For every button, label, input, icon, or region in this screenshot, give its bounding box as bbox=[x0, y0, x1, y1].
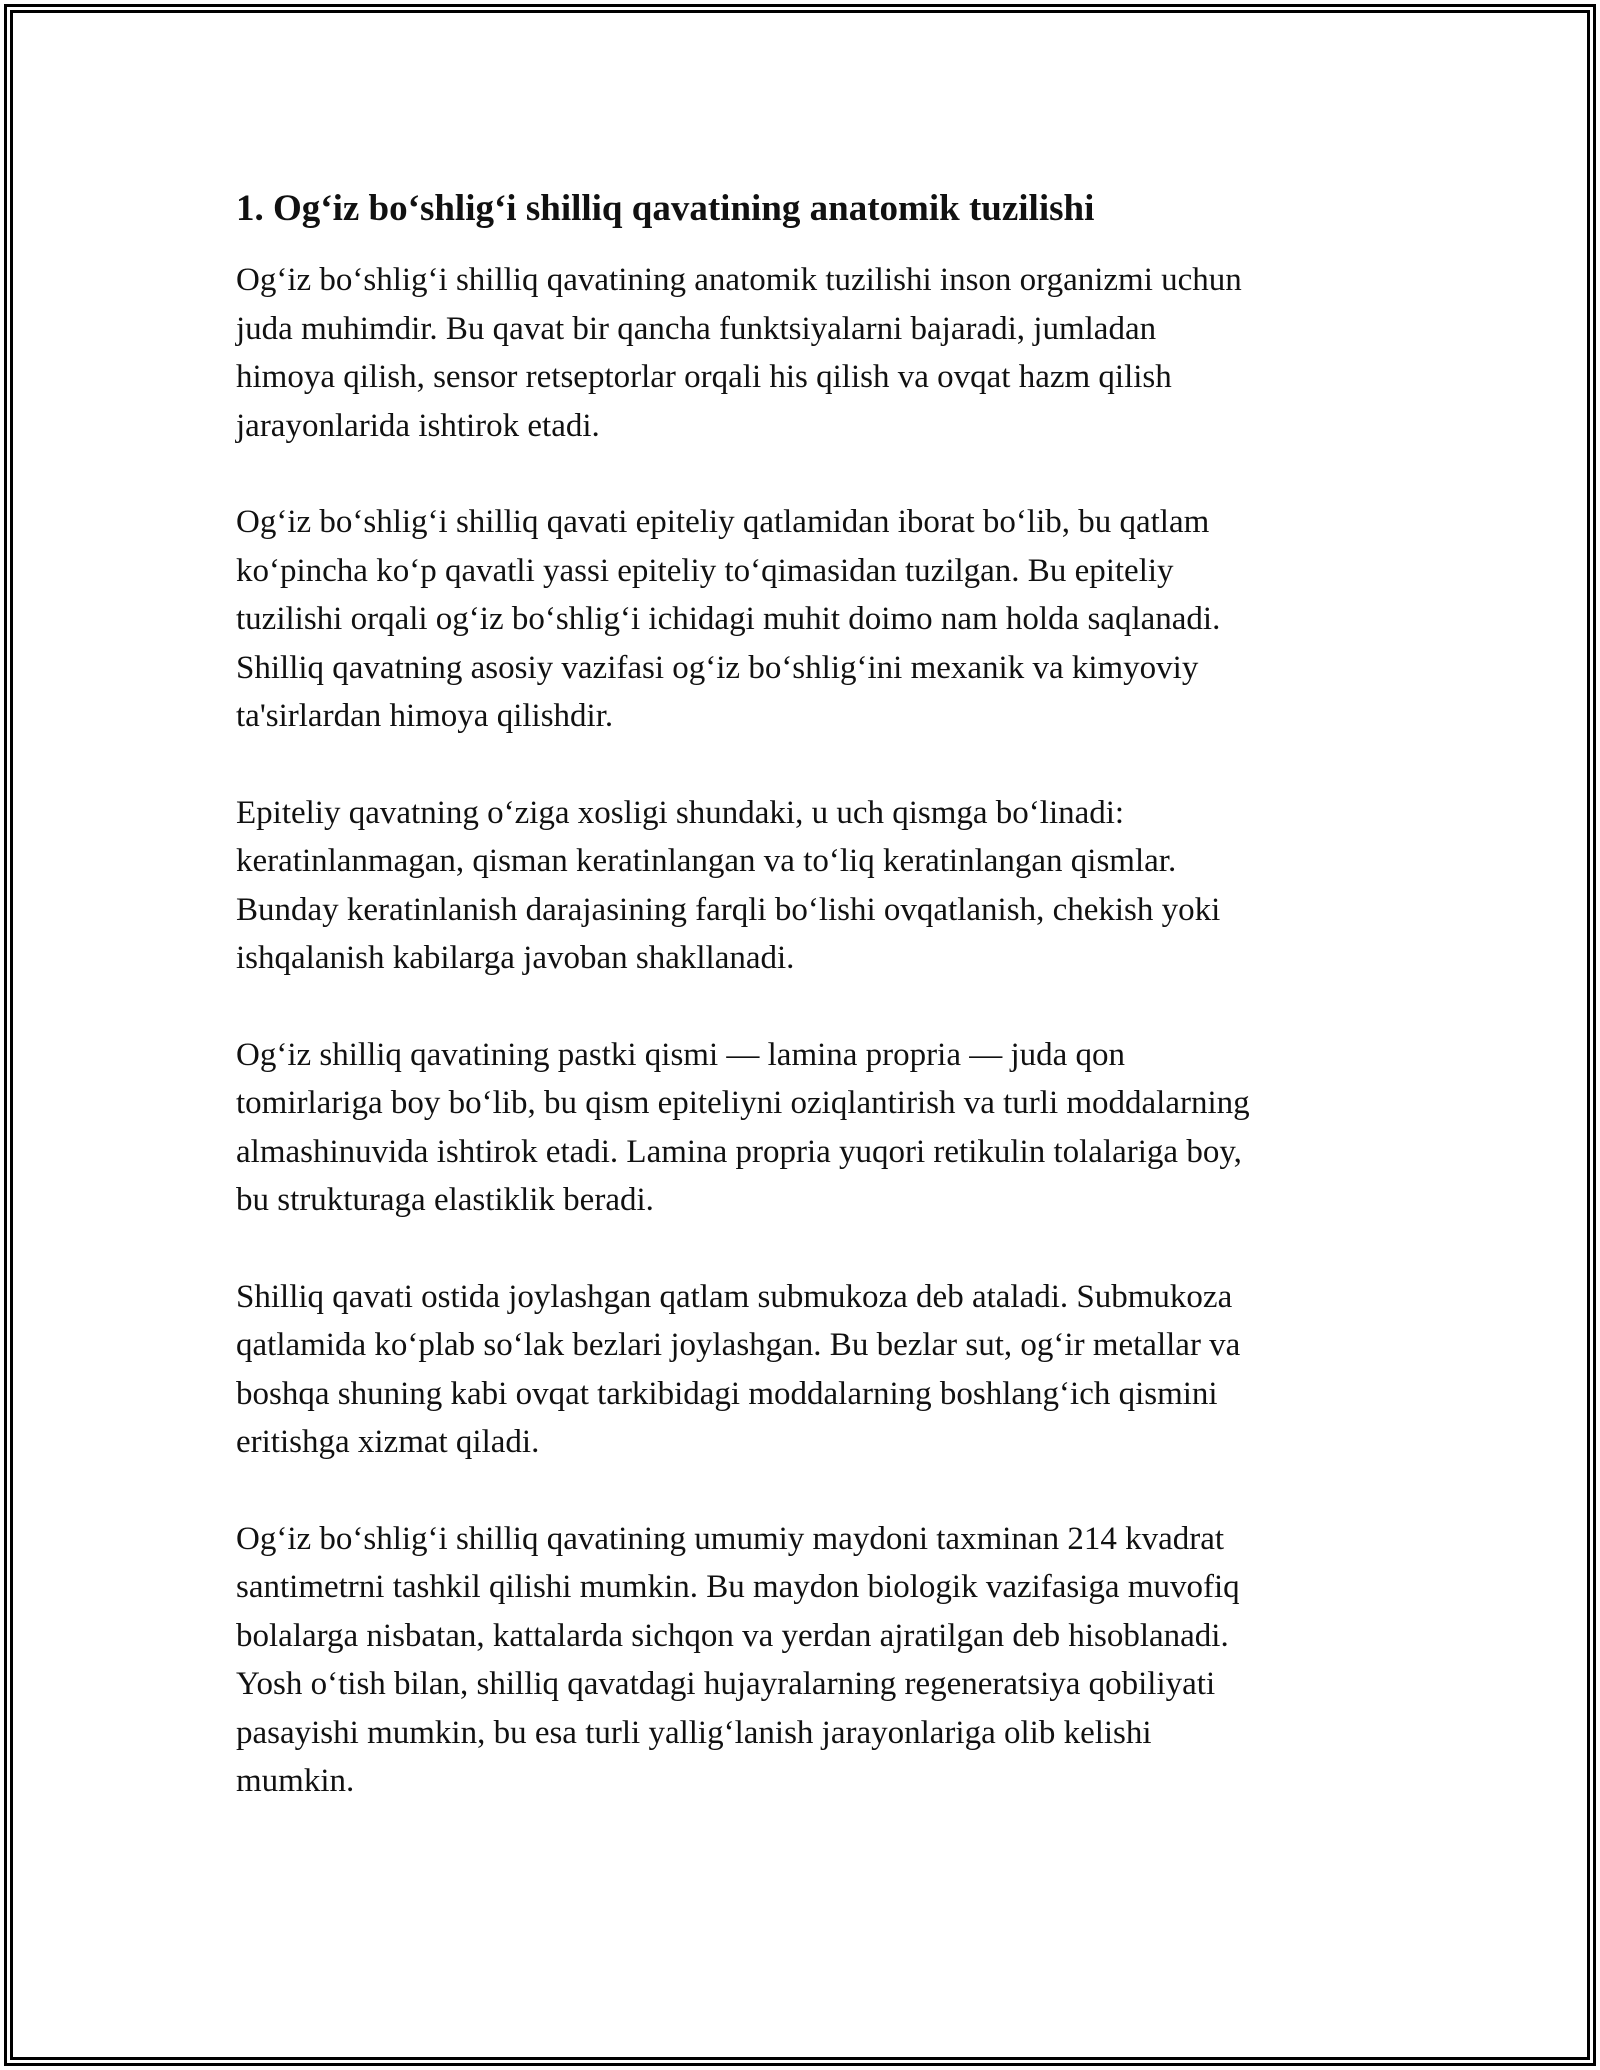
paragraph-line: jarayonlarida ishtirok etadi. bbox=[236, 407, 600, 444]
paragraph-line: Shilliq qavati ostida joylashgan qatlam submukoza deb ataladi. Submukoza bbox=[236, 1278, 1233, 1315]
paragraph-line: ishqalanish kabilarga javoban shakllanadi. bbox=[236, 940, 795, 976]
paragraph-line: himoya qilish, sensor retseptorlar orqali his qilish va ovqat hazm qilish bbox=[236, 359, 1172, 395]
paragraph-line: almashinuvida ishtirok etadi. Lamina propria yuqori retikulin tolalariga boy, bbox=[236, 1133, 1242, 1170]
paragraph-line: Yosh o‘tish bilan, shilliq qavatdagi hujayralarning regeneratsiya qobiliyati bbox=[236, 1666, 1216, 1702]
paragraph-1 bbox=[236, 256, 1366, 450]
paragraph-line: Og‘iz bo‘shlig‘i shilliq qavati epiteliy qatlamidan iborat bo‘lib, bu qatlam bbox=[236, 504, 1210, 540]
paragraph-line: bu strukturaga elastiklik beradi. bbox=[236, 1182, 654, 1218]
paragraph-line: Og‘iz bo‘shlig‘i shilliq qavatining anatomik tuzilishi inson organizmi uchun bbox=[236, 262, 1242, 298]
paragraph-line: eritishga xizmat qiladi. bbox=[236, 1424, 540, 1460]
paragraph-container bbox=[236, 256, 1366, 1806]
paragraph-line: Og‘iz shilliq qavatining pastki qismi — lamina propria — juda qon bbox=[236, 1036, 1126, 1073]
paragraph-line: mumkin. bbox=[236, 1763, 355, 1799]
paragraph-line: tomirlariga boy bo‘lib, bu qism epiteliyni oziqlantirish va turli moddalarning bbox=[236, 1085, 1250, 1121]
paragraph-line: Bunday keratinlanish darajasining farqli bo‘lishi ovqatlanish, chekish yoki bbox=[236, 891, 1221, 928]
paragraph-5 bbox=[236, 1273, 1366, 1467]
paragraph-line: qatlamida ko‘plab so‘lak bezlari joylashgan. Bu bezlar sut, og‘ir metallar va bbox=[236, 1327, 1241, 1363]
paragraph-2 bbox=[236, 498, 1366, 741]
paragraph-line: ko‘pincha ko‘p qavatli yassi epiteliy to‘qimasidan tuzilgan. Bu epiteliy bbox=[236, 552, 1174, 589]
paragraph-line: keratinlanmagan, qisman keratinlangan va to‘liq keratinlangan qismlar. bbox=[236, 843, 1177, 879]
paragraph-6 bbox=[236, 1515, 1366, 1806]
paragraph-line: Epiteliy qavatning o‘ziga xosligi shundaki, u uch qismga bo‘linadi: bbox=[236, 794, 1125, 831]
paragraph-line: Og‘iz bo‘shlig‘i shilliq qavatining umumiy maydoni taxminan 214 kvadrat bbox=[236, 1520, 1225, 1557]
paragraph-line: pasayishi mumkin, bu esa turli yallig‘lanish jarayonlariga olib kelishi bbox=[236, 1714, 1152, 1751]
paragraph-line: santimetrni tashkil qilishi mumkin. Bu maydon biologik vazifasiga muvofiq bbox=[236, 1569, 1240, 1605]
paragraph-3 bbox=[236, 789, 1366, 983]
paragraph-line: tuzilishi orqali og‘iz bo‘shlig‘i ichidagi muhit doimo nam holda saqlanadi. bbox=[236, 601, 1221, 637]
paragraph-line: juda muhimdir. Bu qavat bir qancha funktsiyalarni bajaradi, jumladan bbox=[236, 310, 1157, 347]
paragraph-line: boshqa shuning kabi ovqat tarkibidagi moddalarning boshlang‘ich qismini bbox=[236, 1375, 1218, 1412]
paragraph-line: Shilliq qavatning asosiy vazifasi og‘iz bo‘shlig‘ini mexanik va kimyoviy bbox=[236, 649, 1199, 686]
paragraph-line: ta'sirlardan himoya qilishdir. bbox=[236, 698, 614, 734]
paragraph-4 bbox=[236, 1031, 1366, 1225]
paragraph-line: bolalarga nisbatan, kattalarda sichqon va yerdan ajratilgan deb hisoblanadi. bbox=[236, 1617, 1229, 1654]
section-heading: 1. Og‘iz bo‘shlig‘i shilliq qavatining anatomik tuzilishi bbox=[236, 188, 1095, 229]
document-body bbox=[236, 186, 1366, 1854]
